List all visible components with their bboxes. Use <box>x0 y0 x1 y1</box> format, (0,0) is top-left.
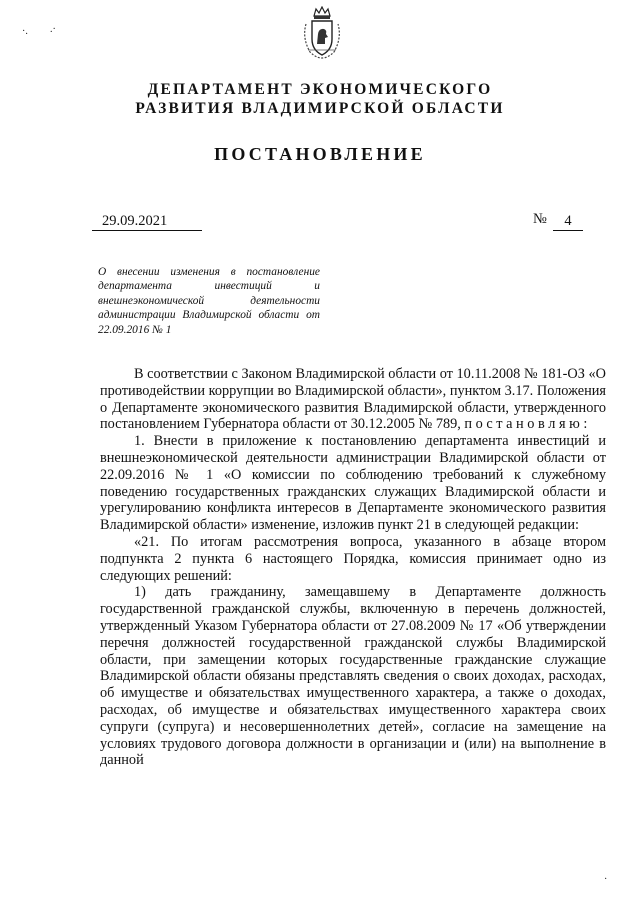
document-date: 29.09.2021 <box>92 213 202 231</box>
department-line-1: ДЕПАРТАМЕНТ ЭКОНОМИЧЕСКОГО <box>147 81 493 98</box>
document-type-title: ПОСТАНОВЛЕНИЕ <box>214 144 426 164</box>
body-paragraph-preamble: В соответствии с Законом Владимирской области от 10.11.2008 № 181-ОЗ «О противодействии коррупции во Владимирской области», пунктом 3.17. Положения о Департаменте экономического развития Владимирской области, утвержденного постановлением Губернатора области от 30.12.2005 № 789, п о с т а н о в л я ю : <box>100 366 606 433</box>
body-paragraph-item-1: 1. Внести в приложение к постановлению департамента инвестиций и внешнеэкономической деятельности администрации Владимирской области от 22.09.2016 № 1 «О комиссии по соблюдению требований к служебному поведению государственных гражданских служащих Владимирской области и урегулированию конфликта интересов в Департаменте экономического развития Владимирской области» изменение, изложив пункт 21 в следующей редакции: <box>100 433 606 534</box>
scan-mark: ·. <box>22 26 28 37</box>
department-line-2: РАЗВИТИЯ ВЛАДИМИРСКОЙ ОБЛАСТИ <box>135 100 505 117</box>
department-name <box>0 80 640 118</box>
scan-mark: .· <box>50 24 56 35</box>
document-subject: О внесении изменения в постановление департамента инвестиций и внешнеэкономической деятельности администрации Владимирской области от 22.09.2016 № 1 <box>98 266 320 336</box>
scan-mark: · <box>604 874 608 885</box>
body-paragraph-subitem-1: 1) дать гражданину, замещавшему в Департаменте должность государственной гражданской службы, включенную в перечень должностей, утвержденный Указом Губернатора области от 27.08.2009 № 17 «Об утверждении перечня должностей государственной гражданской службы Владимирской области, при замещении которых государственные гражданские служащие Владимирской области обязаны представлять сведения о своих доходах, расходах, об имуществе и обязательствах имущественного характера, а также о доходах, расходах, об имуществе и обязательствах имущественного характера своих супруги (супруга) и несовершеннолетних детей», согласие на замещение на условиях трудового договора должности в организации и (или) на выполнение в данной <box>100 584 606 769</box>
document-body <box>100 366 606 769</box>
coat-of-arms-icon <box>300 6 344 60</box>
body-paragraph-clause-21: «21. По итогам рассмотрения вопроса, указанного в абзаце втором подпункта 2 пункта 6 настоящего Порядка, комиссия принимает одно из следующих решений: <box>100 533 606 584</box>
number-label: № <box>533 211 547 227</box>
document-number: 4 <box>553 213 583 231</box>
